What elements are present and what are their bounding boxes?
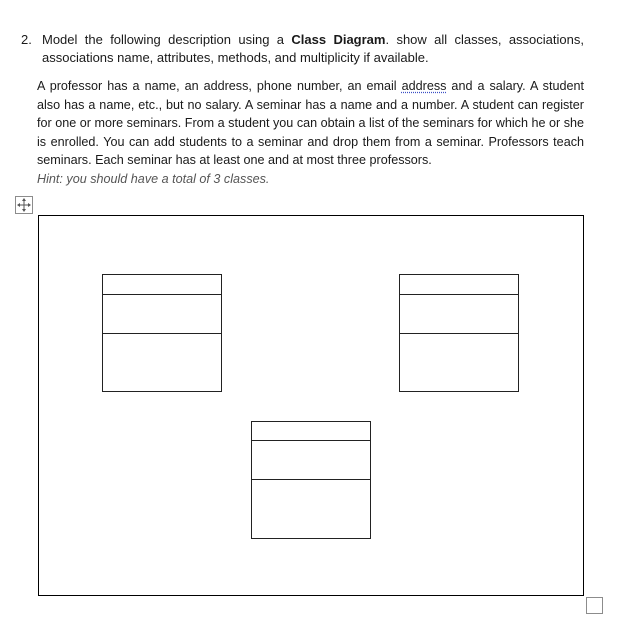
table-move-handle[interactable] (15, 196, 33, 214)
class-methods-compartment[interactable] (252, 480, 370, 538)
class-name-compartment[interactable] (103, 275, 221, 295)
class-attributes-compartment[interactable] (103, 295, 221, 334)
class-name-compartment[interactable] (400, 275, 518, 295)
question-intro: Model the following description using a (42, 32, 285, 47)
class-box-bottom[interactable] (251, 421, 371, 539)
description-part-1: A professor has a name, an address, phone number, an email (37, 79, 402, 93)
class-attributes-compartment[interactable] (252, 441, 370, 480)
question-rest: . show all classes, associations, associations name, attributes, methods, and multiplicity if available. (42, 32, 584, 65)
move-arrows-icon (16, 197, 32, 213)
description-part-2: and a salary. A student also has a name, etc., but no salary. A seminar has a name and a number. A student can register for one or more seminars. From a student you can obtain a list of the seminars for which he or she is enrolled. You can add students to a seminar and drop them from a seminar. Professors teach seminars. Each seminar has at least one and at most three professors. (37, 79, 584, 167)
question-number: 2. (21, 32, 32, 47)
class-box-left[interactable] (102, 274, 222, 392)
table-resize-handle[interactable] (586, 597, 603, 614)
class-methods-compartment[interactable] (103, 334, 221, 391)
spellcheck-underlined-word[interactable]: address (401, 79, 447, 93)
problem-description (37, 77, 584, 170)
class-methods-compartment[interactable] (400, 334, 518, 391)
question-bold-term: Class Diagram (291, 32, 386, 47)
class-attributes-compartment[interactable] (400, 295, 518, 334)
class-box-right[interactable] (399, 274, 519, 392)
class-name-compartment[interactable] (252, 422, 370, 441)
diagram-canvas[interactable] (38, 215, 584, 596)
hint-text: Hint: you should have a total of 3 classes. (37, 172, 270, 186)
question-text (42, 31, 584, 67)
